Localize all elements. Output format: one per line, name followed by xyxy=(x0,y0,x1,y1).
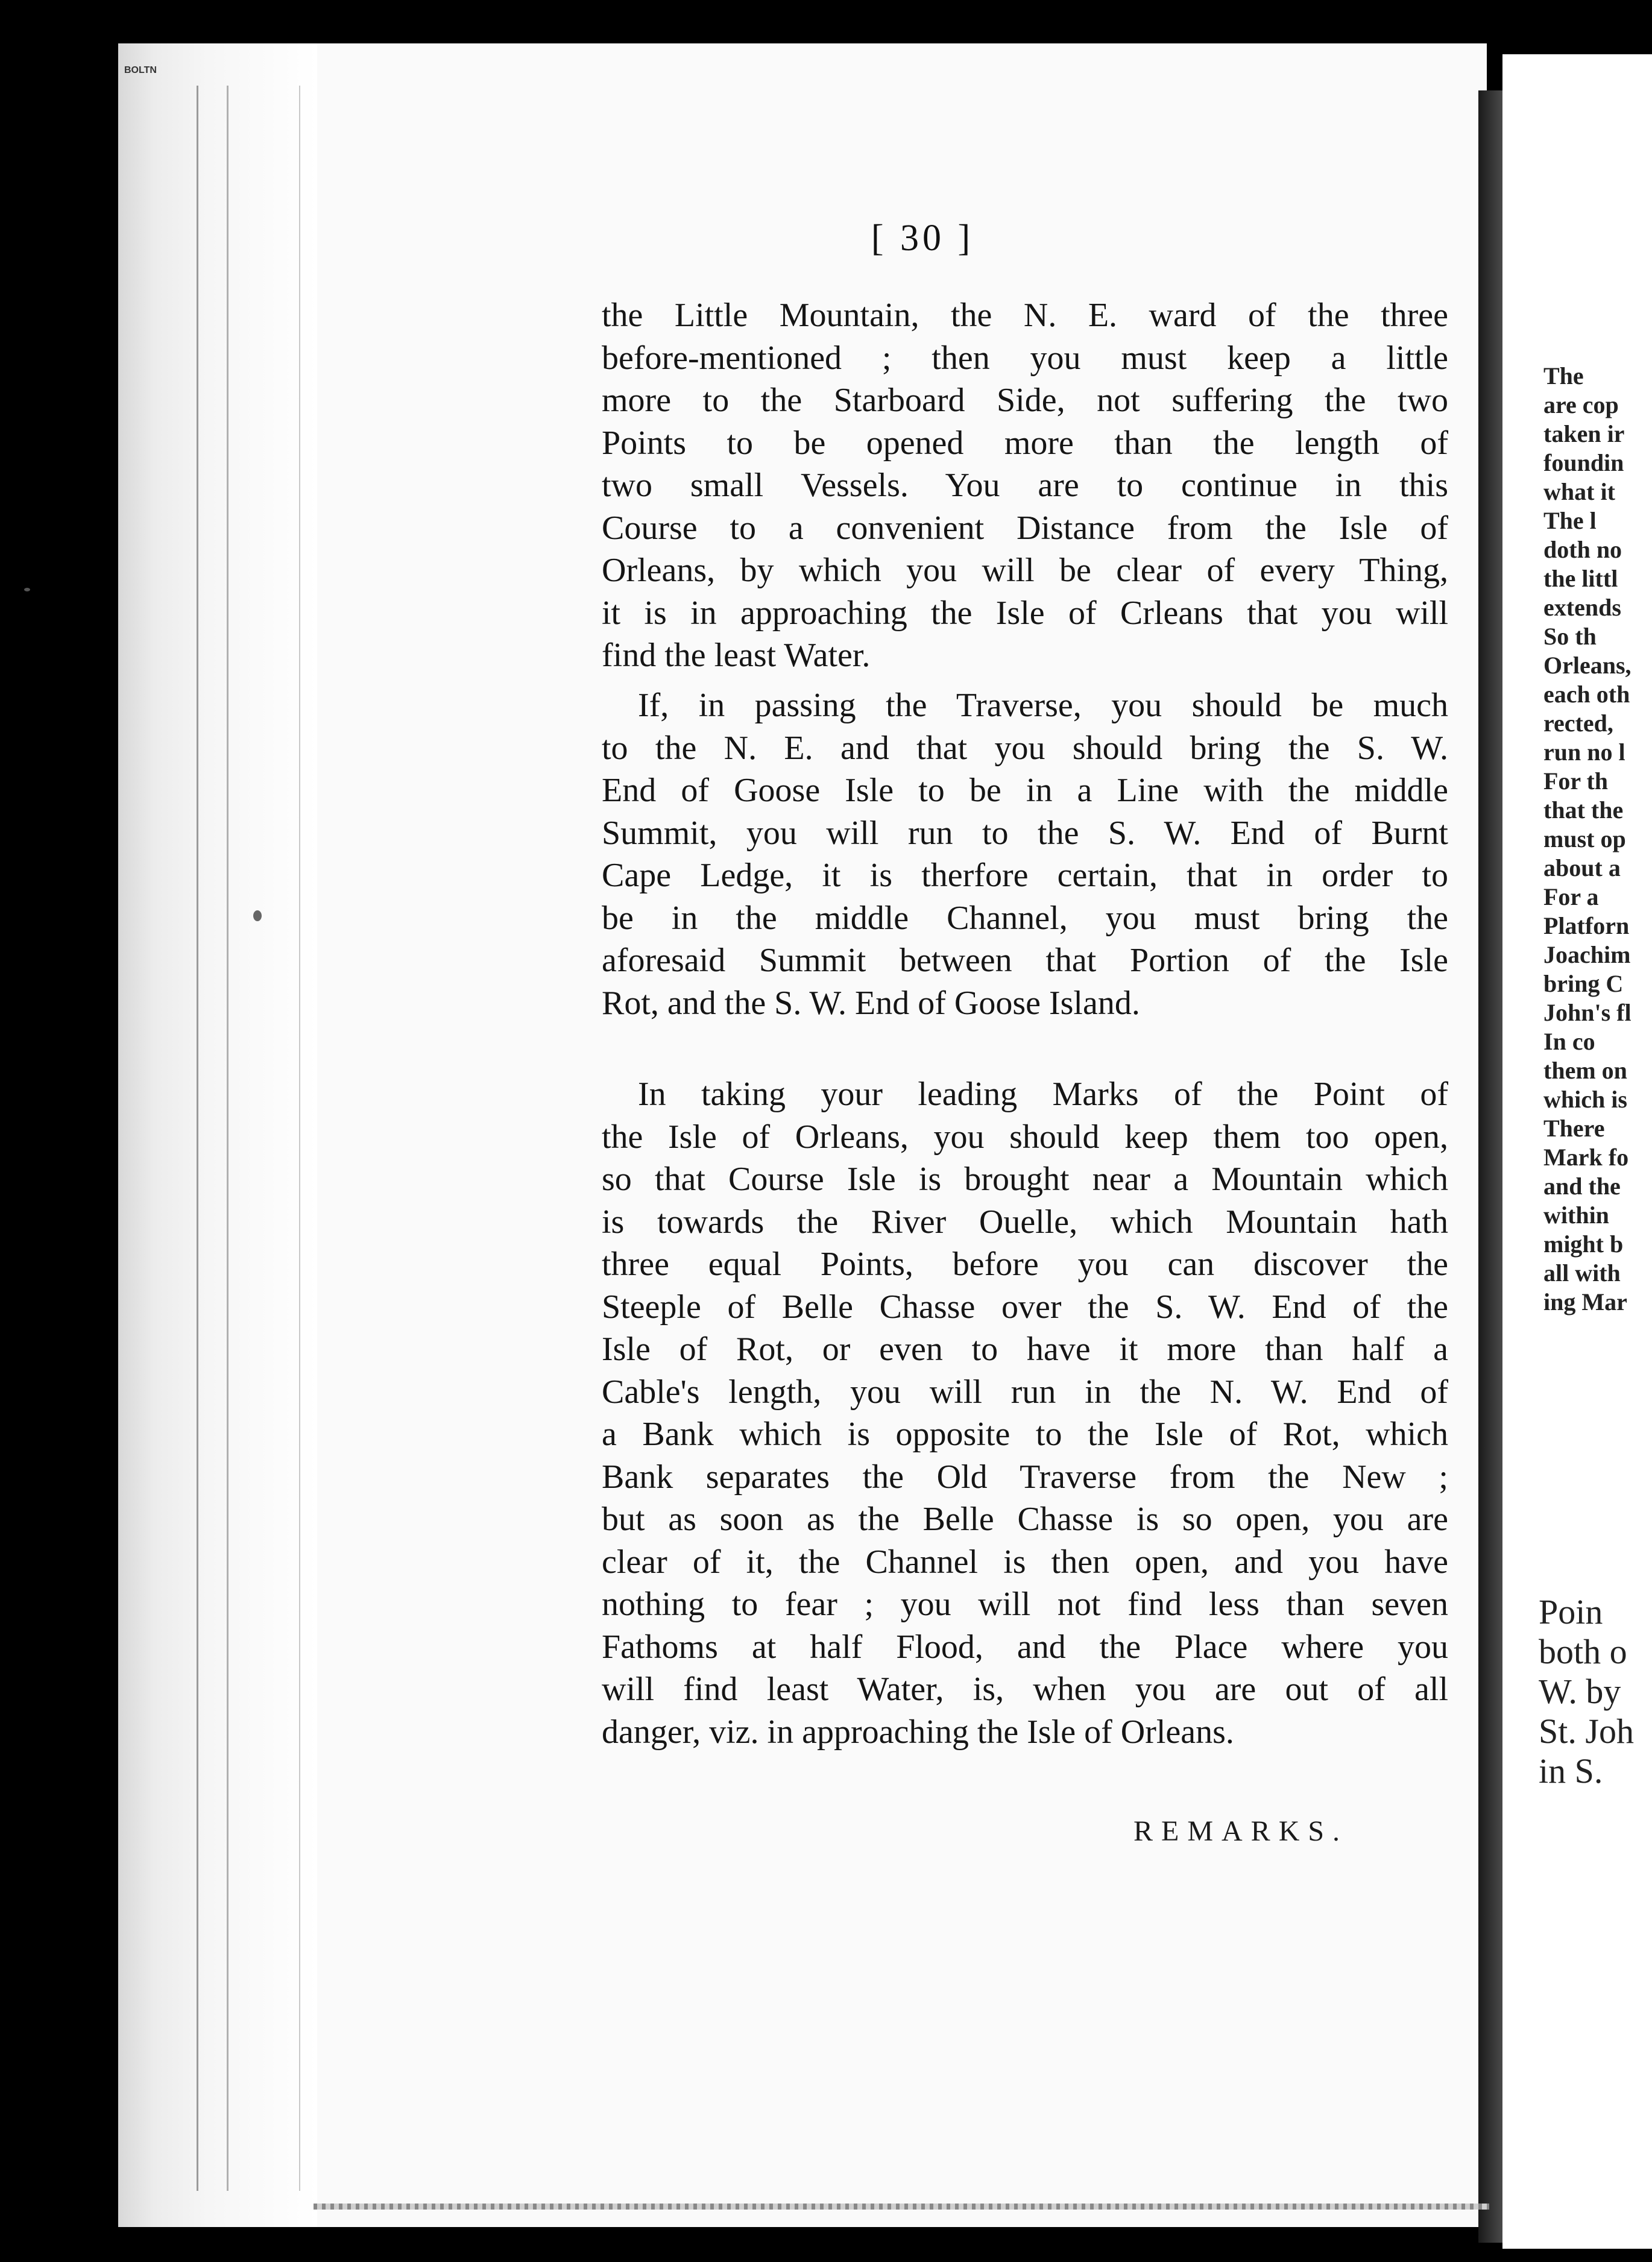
text-line: Rot, and the S. W. End of Goose Island. xyxy=(602,984,1140,1022)
right-page-line: bring C xyxy=(1543,970,1624,997)
text-line: is towards the River Ouelle, which Mountain hath xyxy=(602,1203,1448,1241)
paragraph-1 xyxy=(602,294,1448,677)
text-line: Bank separates the Old Traverse from the New ; xyxy=(602,1458,1448,1496)
right-page-line: both o xyxy=(1539,1632,1627,1671)
right-page-line: ing Mar xyxy=(1543,1288,1627,1315)
spine-line xyxy=(299,86,300,2191)
text-line: find the least Water. xyxy=(602,637,871,674)
header-mark: BOLTN xyxy=(124,65,157,75)
right-page-line: Joachim xyxy=(1543,941,1631,968)
text-line: aforesaid Summit between that Portion of the Isle xyxy=(602,942,1448,979)
text-line: will find least Water, is, when you are out of all xyxy=(602,1671,1448,1708)
right-page-line: that the xyxy=(1543,796,1624,824)
right-page-line: run no l xyxy=(1543,739,1625,766)
text-line: If, in passing the Traverse, you should be much xyxy=(638,687,1448,724)
text-line: to the N. E. and that you should bring the S. W. xyxy=(602,729,1448,767)
right-page-line: Orleans, xyxy=(1543,652,1632,679)
right-page-line: extends xyxy=(1543,594,1621,621)
right-page-line: The l xyxy=(1543,507,1597,534)
right-page-line: St. Joh xyxy=(1539,1712,1634,1751)
right-page-line: John's fl xyxy=(1543,999,1632,1026)
right-page-line: each oth xyxy=(1543,681,1630,708)
right-page-line: within xyxy=(1543,1202,1609,1229)
right-page-line: For th xyxy=(1543,767,1609,795)
right-page-line: might b xyxy=(1543,1230,1624,1258)
right-page-line: which is xyxy=(1543,1086,1627,1113)
text-line: Isle of Rot, or even to have it more than half a xyxy=(602,1331,1448,1368)
text-line: Summit, you will run to the S. W. End of Burnt xyxy=(602,814,1448,852)
right-page-line: about a xyxy=(1543,854,1621,881)
text-line: be in the middle Channel, you must bring the xyxy=(602,899,1448,937)
text-line: more to the Starboard Side, not suffering the two xyxy=(602,382,1448,419)
text-line: two small Vessels. You are to continue in this xyxy=(602,467,1448,504)
right-page-line: what it xyxy=(1543,478,1615,505)
text-line: Points to be opened more than the length of xyxy=(602,424,1448,462)
right-page-line: Mark fo xyxy=(1543,1144,1629,1171)
page-bottom-edge xyxy=(314,2204,1489,2210)
right-page-line: So th xyxy=(1543,623,1597,650)
book-spine-edge xyxy=(118,43,317,2227)
right-page-line: them on xyxy=(1543,1057,1627,1084)
text-line: End of Goose Isle to be in a Line with the middle xyxy=(602,772,1448,809)
text-line: Cape Ledge, it is therfore certain, that in order to xyxy=(602,857,1448,894)
text-line: the Little Mountain, the N. E. ward of the three xyxy=(602,297,1448,334)
paragraph-3 xyxy=(602,1073,1448,1753)
text-line: In taking your leading Marks of the Point of xyxy=(638,1076,1448,1113)
text-line: the Isle of Orleans, you should keep them too open, xyxy=(602,1118,1448,1156)
right-page-line: The xyxy=(1543,362,1584,389)
gutter-shadow xyxy=(1478,90,1502,2243)
right-page-line: and the xyxy=(1543,1173,1621,1200)
text-line: it is in approaching the Isle of Crleans that you will xyxy=(602,594,1448,632)
spine-line xyxy=(197,86,198,2191)
right-page-line: doth no xyxy=(1543,536,1622,563)
text-line: Fathoms at half Flood, and the Place where you xyxy=(602,1628,1448,1666)
right-page-line: In co xyxy=(1543,1028,1595,1055)
text-line: Orleans, by which you will be clear of every Thing, xyxy=(602,552,1448,589)
paper-speck xyxy=(24,588,30,591)
right-page-line: rected, xyxy=(1543,710,1613,737)
text-line: so that Course Isle is brought near a Mountain which xyxy=(602,1161,1448,1198)
right-page-line: For a xyxy=(1543,883,1599,910)
paper-speck xyxy=(253,910,262,921)
text-line: a Bank which is opposite to the Isle of Rot, which xyxy=(602,1416,1448,1453)
text-line: Steeple of Belle Chasse over the S. W. End of the xyxy=(602,1288,1448,1326)
text-line: but as soon as the Belle Chasse is so open, you are xyxy=(602,1501,1448,1538)
text-line: three equal Points, before you can discover the xyxy=(602,1246,1448,1283)
spine-line xyxy=(227,86,229,2191)
text-line: Course to a convenient Distance from the Isle of xyxy=(602,509,1448,547)
text-line: before-mentioned ; then you must keep a little xyxy=(602,339,1448,377)
right-page-line: must op xyxy=(1543,825,1626,852)
right-page-line: all with xyxy=(1543,1259,1621,1287)
right-page-line: Poin xyxy=(1539,1592,1603,1631)
paragraph-2 xyxy=(602,684,1448,1024)
right-page-line: W. by xyxy=(1539,1672,1621,1711)
text-line: clear of it, the Channel is then open, and you have xyxy=(602,1543,1448,1581)
right-page-line: the littl xyxy=(1543,565,1618,592)
right-page-line: There xyxy=(1543,1115,1605,1142)
right-page-line: are cop xyxy=(1543,391,1619,418)
text-line: nothing to fear ; you will not find less than seven xyxy=(602,1586,1448,1623)
catchword-remarks: REMARKS. xyxy=(1133,1815,1349,1847)
text-line: danger, viz. in approaching the Isle of Orleans. xyxy=(602,1713,1234,1751)
right-page-line: taken ir xyxy=(1543,420,1625,447)
right-page-line: foundin xyxy=(1543,449,1624,476)
text-line: Cable's length, you will run in the N. W. End of xyxy=(602,1373,1448,1411)
page-number: [ 30 ] xyxy=(871,218,974,259)
right-page-line: Platforn xyxy=(1543,912,1630,939)
right-page-line: in S. xyxy=(1539,1751,1603,1791)
